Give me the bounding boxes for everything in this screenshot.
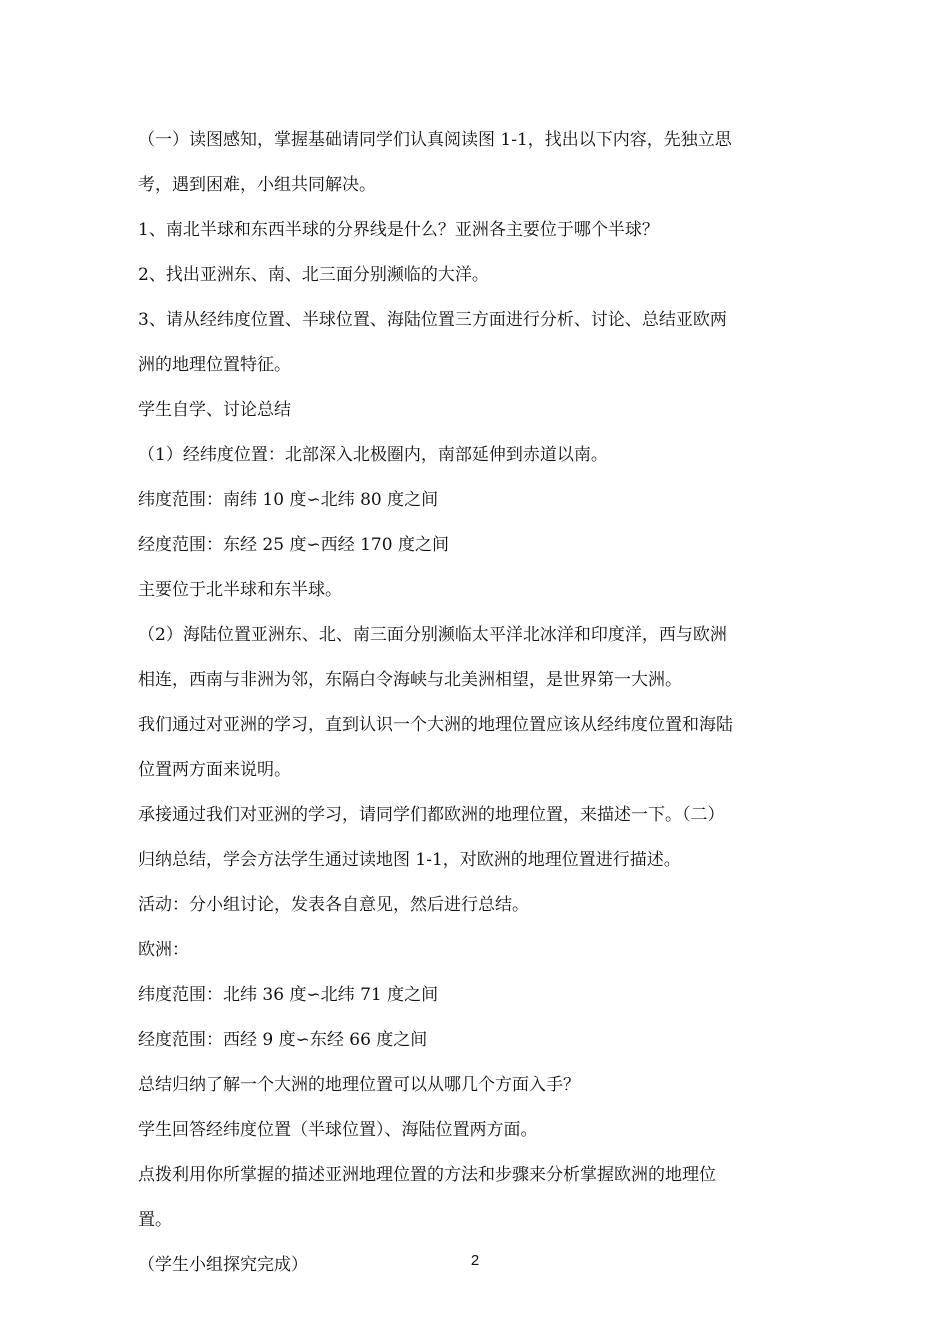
text-line: 学生自学、讨论总结 — [138, 400, 291, 420]
text-line: 归纳总结，学会方法学生通过读地图 1-1，对欧洲的地理位置进行描述。 — [138, 850, 681, 870]
text-line: 置。 — [138, 1210, 172, 1230]
text-line: 2、找出亚洲东、南、北三面分别濒临的大洋。 — [138, 265, 489, 285]
document-body — [138, 118, 818, 1288]
text-line: （1）经纬度位置：北部深入北极圈内，南部延伸到赤道以南。 — [138, 445, 608, 465]
text-line: （学生小组探究完成） — [138, 1255, 308, 1275]
text-line: 3、请从经纬度位置、半球位置、海陆位置三方面进行分析、讨论、总结亚欧两 — [138, 310, 727, 330]
text-line: 学生回答经纬度位置（半球位置）、海陆位置两方面。 — [138, 1120, 538, 1140]
text-line: 纬度范围：北纬 36 度∽北纬 71 度之间 — [138, 985, 439, 1005]
text-line: （2）海陆位置亚洲东、北、南三面分别濒临太平洋北冰洋和印度洋，西与欧洲 — [138, 625, 727, 645]
text-line: 经度范围：东经 25 度∽西经 170 度之间 — [138, 535, 449, 555]
text-line: 相连，西南与非洲为邻，东隔白令海峡与北美洲相望，是世界第一大洲。 — [138, 670, 682, 690]
text-line: 活动：分小组讨论，发表各自意见，然后进行总结。 — [138, 895, 529, 915]
page-number: 2 — [470, 1252, 480, 1269]
text-line: 欧洲： — [138, 940, 189, 960]
text-line: 考，遇到困难，小组共同解决。 — [138, 175, 376, 195]
text-line: 承接通过我们对亚洲的学习，请同学们都欧洲的地理位置，来描述一下。（二） — [138, 805, 725, 825]
text-line: 经度范围：西经 9 度∽东经 66 度之间 — [138, 1030, 428, 1050]
text-line: 我们通过对亚洲的学习，直到认识一个大洲的地理位置应该从经纬度位置和海陆 — [138, 715, 733, 735]
text-line: 主要位于北半球和东半球。 — [138, 580, 342, 600]
text-line: 总结归纳了解一个大洲的地理位置可以从哪几个方面入手？ — [138, 1075, 580, 1095]
text-line: 位置两方面来说明。 — [138, 760, 291, 780]
text-line: 纬度范围：南纬 10 度∽北纬 80 度之间 — [138, 490, 439, 510]
text-line: （一）读图感知，掌握基础请同学们认真阅读图 1-1，找出以下内容，先独立思 — [138, 130, 732, 150]
text-line: 洲的地理位置特征。 — [138, 355, 291, 375]
text-line: 点拨利用你所掌握的描述亚洲地理位置的方法和步骤来分析掌握欧洲的地理位 — [138, 1165, 716, 1185]
text-line: 1、南北半球和东西半球的分界线是什么？亚洲各主要位于哪个半球？ — [138, 220, 659, 240]
